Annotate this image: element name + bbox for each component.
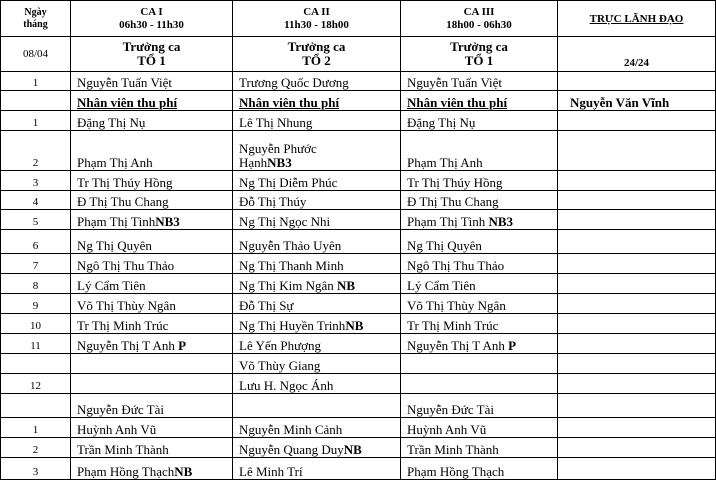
- shift2-staff: Lưu H. Ngọc Ánh: [233, 374, 401, 394]
- shift2-staff: [233, 394, 401, 418]
- shift3-header: CA III 18h00 - 06h30: [401, 1, 558, 37]
- leader-empty: [558, 418, 716, 438]
- table-row: [1, 438, 716, 458]
- shift3-staff: Đặng Thị Nụ: [401, 111, 558, 131]
- shift3-chief: Nguyễn Tuấn Việt: [401, 72, 558, 91]
- shift3-staff: Tr Thị Minh Trúc: [401, 314, 558, 334]
- row-number: 5: [1, 210, 71, 230]
- shift1-staff: Phạm Thị TìnhNB3: [71, 210, 233, 230]
- row-number: 1: [1, 72, 71, 91]
- leader-empty: [558, 354, 716, 374]
- leader-header: TRỰC LÃNH ĐẠO: [558, 1, 716, 37]
- shift1-header: CA I 06h30 - 11h30: [71, 1, 233, 37]
- table-row: [1, 418, 716, 438]
- leader-empty: [558, 131, 716, 171]
- table-row: [1, 294, 716, 314]
- shift3-staff: Trần Minh Thành: [401, 438, 558, 458]
- shift1-team: Trưởng ca TỔ 1: [71, 37, 233, 72]
- shift3-staff: Nguyễn Đức Tài: [401, 394, 558, 418]
- table-row: [1, 314, 716, 334]
- shift2-staff: Đỗ Thị Thúy: [233, 191, 401, 210]
- row-number: 12: [1, 374, 71, 394]
- date-cell: 08/04: [1, 37, 71, 72]
- table-row: [1, 131, 716, 171]
- leader-date: 24/24: [558, 37, 716, 72]
- leader-empty: [558, 314, 716, 334]
- shift2-staff-label: Nhân viên thu phí: [233, 91, 401, 111]
- row-number: 4: [1, 191, 71, 210]
- shift3-staff: [401, 374, 558, 394]
- shift2-staff: Ng Thị Thanh Minh: [233, 254, 401, 274]
- row-number: 9: [1, 294, 71, 314]
- shift3-team: Trưởng ca TỔ 1: [401, 37, 558, 72]
- shift1-staff: Lý Cẩm Tiên: [71, 274, 233, 294]
- table-row: [1, 274, 716, 294]
- leader-empty: [558, 111, 716, 131]
- shift3-staff: Phạm Hồng Thạch: [401, 458, 558, 480]
- shift3-staff: Ng Thị Quyên: [401, 230, 558, 254]
- shift3-staff: Lý Cẩm Tiên: [401, 274, 558, 294]
- shift2-staff: Đỗ Thị Sự: [233, 294, 401, 314]
- table-row: [1, 254, 716, 274]
- shift1-staff: Tr Thị Minh Trúc: [71, 314, 233, 334]
- shift1-staff: Phạm Thị Anh: [71, 131, 233, 171]
- row-number: 2: [1, 131, 71, 171]
- shift1-staff: Trần Minh Thành: [71, 438, 233, 458]
- shift3-staff: Ngô Thị Thu Thảo: [401, 254, 558, 274]
- shift3-staff: Nguyễn Thị T Anh P: [401, 334, 558, 354]
- row-number: 10: [1, 314, 71, 334]
- table-row: [1, 394, 716, 418]
- shift2-staff: Nguyễn Thảo Uyên: [233, 230, 401, 254]
- shift2-staff: Nguyễn Quang DuyNB: [233, 438, 401, 458]
- leader-empty: [558, 210, 716, 230]
- leader-name: Nguyễn Văn Vĩnh: [558, 91, 716, 111]
- row-number: 1: [1, 111, 71, 131]
- shift3-staff: Phạm Thị Tình NB3: [401, 210, 558, 230]
- shift1-staff: Phạm Hồng ThạchNB: [71, 458, 233, 480]
- table-row: [1, 191, 716, 210]
- table-row: [1, 230, 716, 254]
- shift3-staff: Tr Thị Thúy Hồng: [401, 171, 558, 191]
- row-number: 3: [1, 171, 71, 191]
- shift1-staff: Tr Thị Thúy Hồng: [71, 171, 233, 191]
- shift1-staff: Đặng Thị Nụ: [71, 111, 233, 131]
- leader-empty: [558, 394, 716, 418]
- shift1-staff: Nguyễn Thị T Anh P: [71, 334, 233, 354]
- table-row: [1, 111, 716, 131]
- shift1-staff: Huỳnh Anh Vũ: [71, 418, 233, 438]
- header-row: [1, 1, 716, 37]
- shift2-staff: Ng Thị Huyền TrinhNB: [233, 314, 401, 334]
- shift1-staff: Ng Thị Quyên: [71, 230, 233, 254]
- shift1-staff: Ngô Thị Thu Thảo: [71, 254, 233, 274]
- leader-empty: [558, 438, 716, 458]
- table-row: [1, 171, 716, 191]
- row-number: [1, 91, 71, 111]
- staff-label-row: [1, 91, 716, 111]
- table-row: [1, 354, 716, 374]
- shift3-staff: [401, 354, 558, 374]
- leader-empty: [558, 230, 716, 254]
- shift2-staff: Ng Thị Diễm Phúc: [233, 171, 401, 191]
- shift1-staff-label: Nhân viên thu phí: [71, 91, 233, 111]
- leader-empty: [558, 294, 716, 314]
- shift2-staff: Lê Minh Trí: [233, 458, 401, 480]
- shift2-staff: Võ Thùy Giang: [233, 354, 401, 374]
- shift2-chief: Trương Quốc Dương: [233, 72, 401, 91]
- leader-empty: [558, 374, 716, 394]
- shift3-staff: Đ Thị Thu Chang: [401, 191, 558, 210]
- shift3-staff-label: Nhân viên thu phí: [401, 91, 558, 111]
- shift3-staff: Phạm Thị Anh: [401, 131, 558, 171]
- leader-empty: [558, 334, 716, 354]
- row-number: 8: [1, 274, 71, 294]
- shift3-staff: Huỳnh Anh Vũ: [401, 418, 558, 438]
- shift2-staff: Nguyễn Minh Cảnh: [233, 418, 401, 438]
- shift2-header: CA II 11h30 - 18h00: [233, 1, 401, 37]
- leader-empty: [558, 171, 716, 191]
- leader-empty: [558, 254, 716, 274]
- shift3-staff: Võ Thị Thùy Ngân: [401, 294, 558, 314]
- row-number: 2: [1, 438, 71, 458]
- shift1-staff: Nguyễn Đức Tài: [71, 394, 233, 418]
- table-row: [1, 458, 716, 480]
- shift1-staff: [71, 354, 233, 374]
- leader-empty: [558, 274, 716, 294]
- shift2-staff: Lê Thị Nhung: [233, 111, 401, 131]
- row-number: 1: [1, 418, 71, 438]
- shift2-staff: Nguyễn Phước HạnhNB3: [233, 131, 401, 171]
- row-number: 3: [1, 458, 71, 480]
- leader-empty: [558, 72, 716, 91]
- shift1-chief: Nguyễn Tuấn Việt: [71, 72, 233, 91]
- row-number: [1, 354, 71, 374]
- table-row: [1, 334, 716, 354]
- shift2-staff: Lê Yến Phượng: [233, 334, 401, 354]
- table-row: [1, 210, 716, 230]
- date-row: [1, 37, 716, 72]
- row-number: 7: [1, 254, 71, 274]
- shift2-team: Trưởng ca TỔ 2: [233, 37, 401, 72]
- row-number: [1, 394, 71, 418]
- row-number: 6: [1, 230, 71, 254]
- row-number: 11: [1, 334, 71, 354]
- table-row: [1, 374, 716, 394]
- leader-empty: [558, 458, 716, 480]
- day-month-header: Ngày tháng: [1, 1, 71, 37]
- shift2-staff: Ng Thị Kim Ngân NB: [233, 274, 401, 294]
- shift1-staff: Đ Thị Thu Chang: [71, 191, 233, 210]
- shift2-staff: Ng Thị Ngọc Nhi: [233, 210, 401, 230]
- leader-empty: [558, 191, 716, 210]
- shift1-staff: Võ Thị Thùy Ngân: [71, 294, 233, 314]
- chief-row: [1, 72, 716, 91]
- shift1-staff: [71, 374, 233, 394]
